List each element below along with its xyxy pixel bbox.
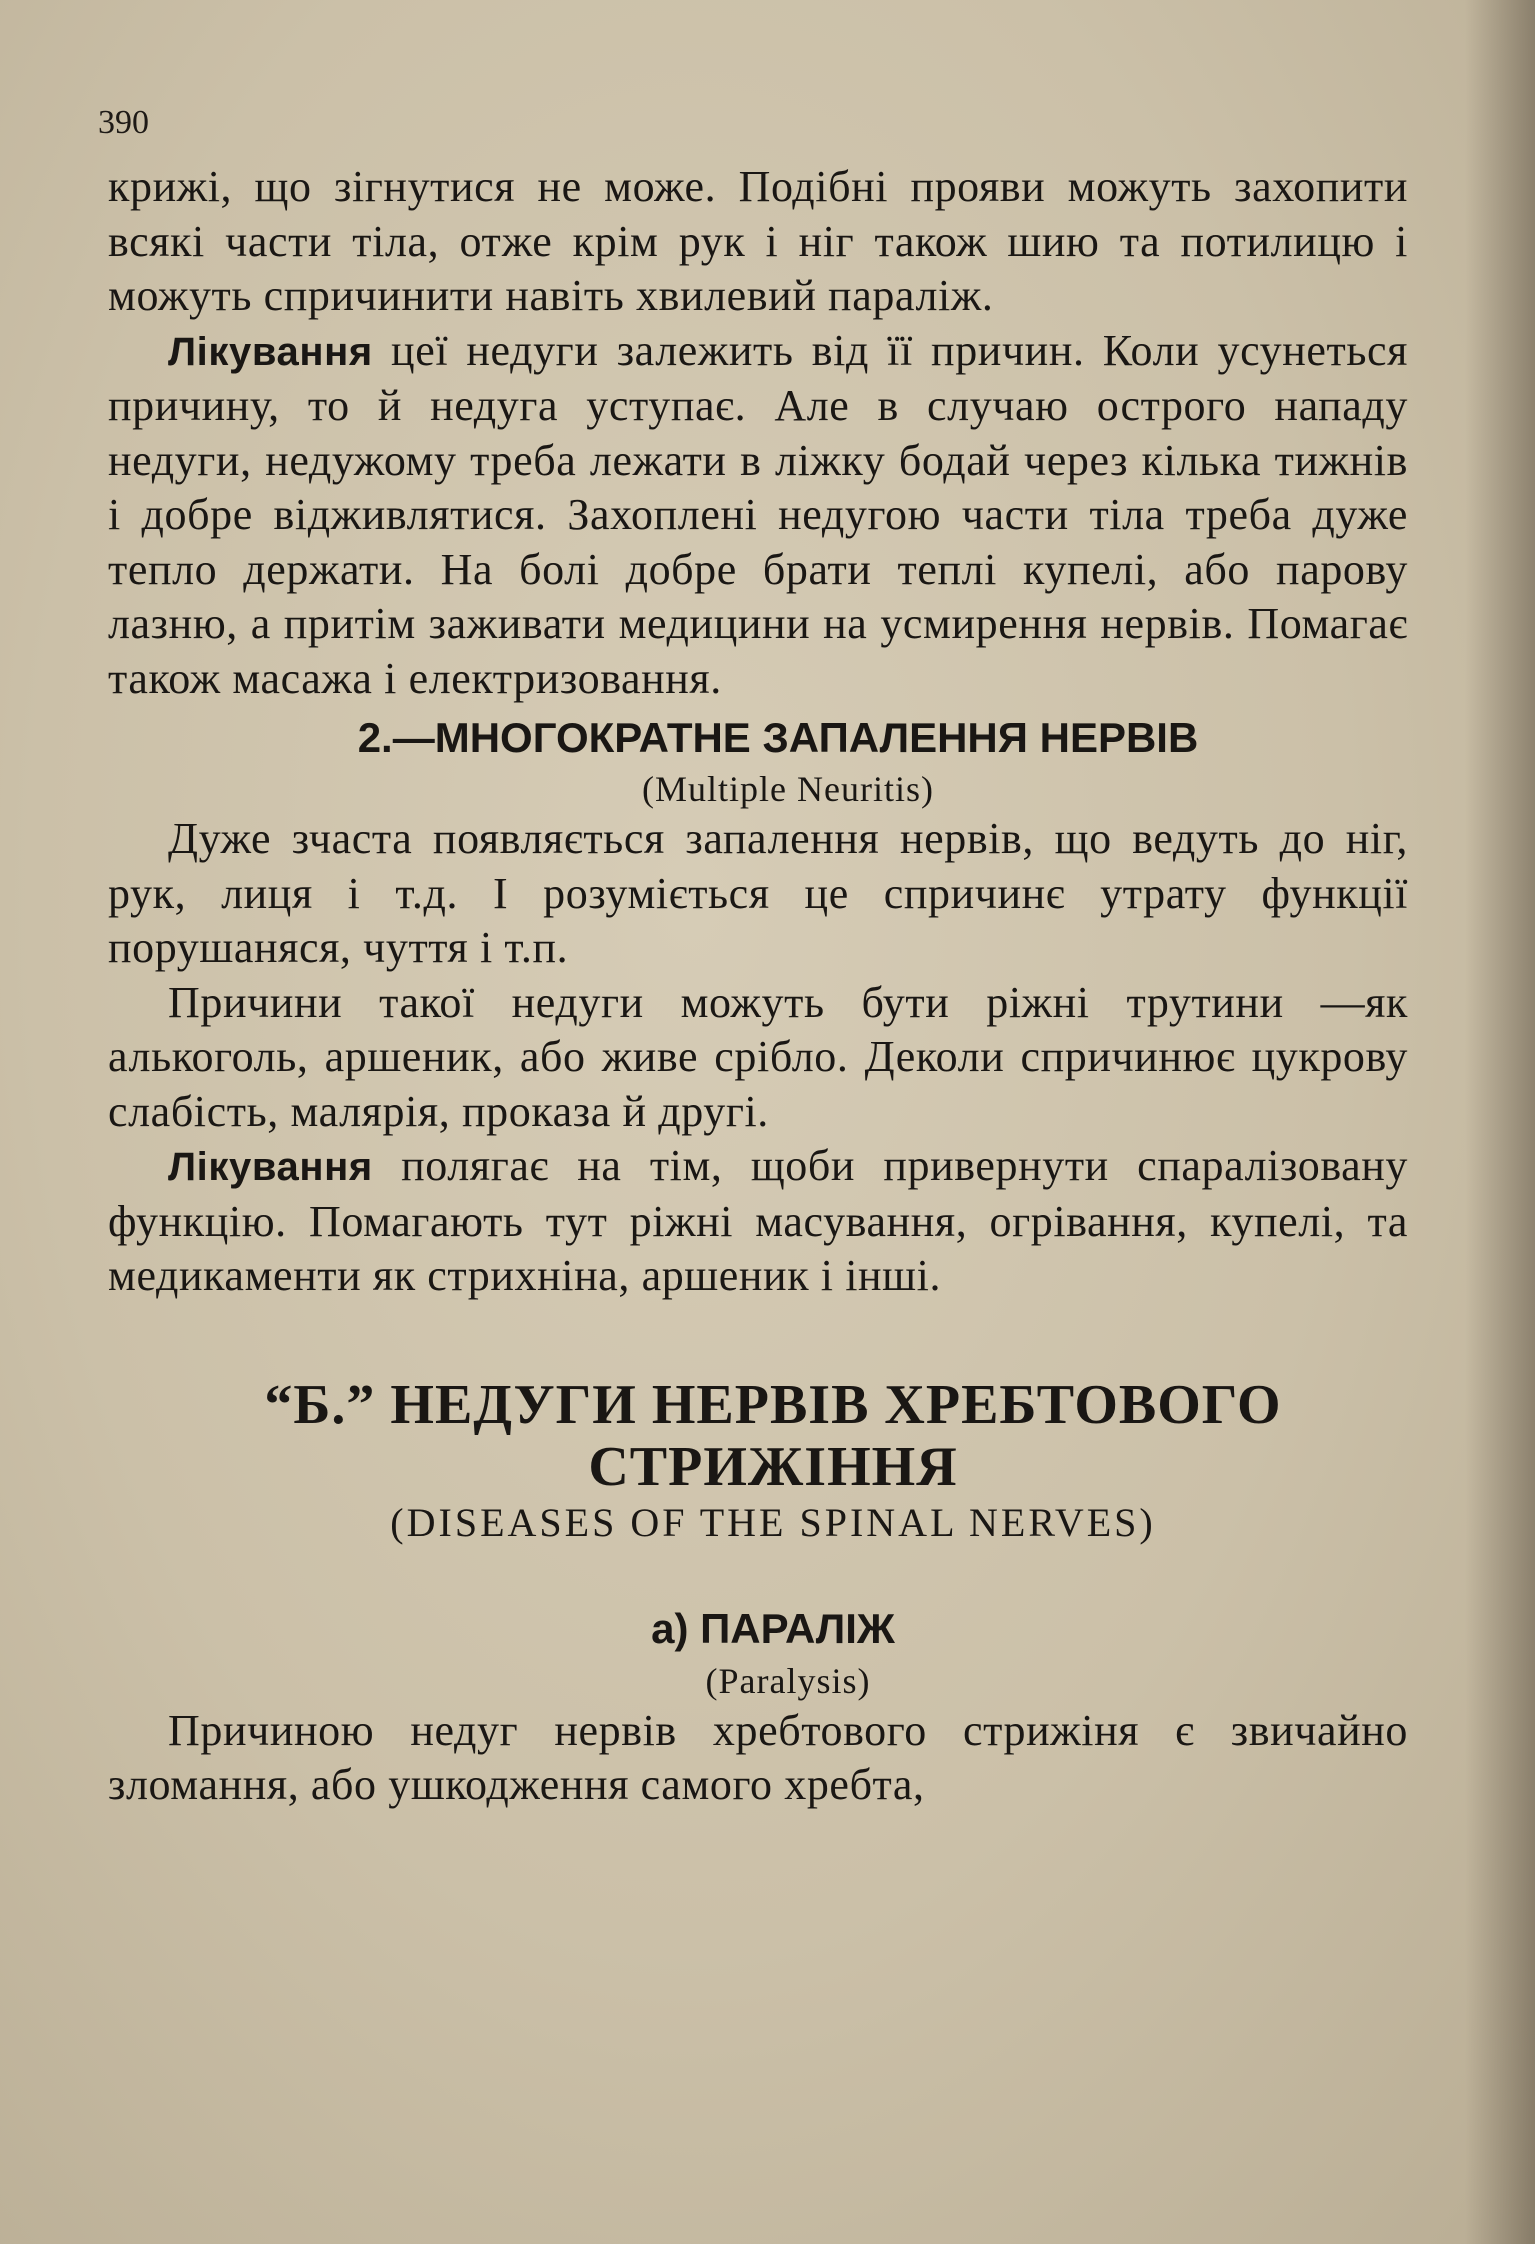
paragraph-text: цеї недуги залежить від її причин. Коли усунеться причину, то й недуга уступає. Але в случаю острого нападу недуги, недужому треба лежати в ліжку бодай через кілька тижнів і добре відживлятися. Захоплені недугою части тіла треба дуже тепло держати. На болі добре брати теплі купелі, або парову лазню, а притім заживати медицини на усмирення нервів. Помагає також масажа і електризовання. bbox=[108, 325, 1408, 703]
section-latin-name: (Multiple Neuritis) bbox=[642, 769, 934, 809]
page-number: 390 bbox=[98, 104, 149, 141]
paragraph-treatment-2 bbox=[108, 1139, 1408, 1304]
part-subtitle: (DISEASES OF THE SPINAL NERVES) bbox=[390, 1499, 1156, 1545]
paragraph-causes: Причини такої недуги можуть бути ріжні трутини —як алькоголь, аршеник, або живе срібло. Деколи спричинює цукрову слабість, малярія, проказа й другі. bbox=[108, 977, 1408, 1136]
part-heading-line1: “Б.” НЕДУГИ НЕРВІВ ХРЕБТОВОГО bbox=[264, 1373, 1282, 1436]
section-heading: 2.—МНОГОКРАТНЕ ЗАПАЛЕННЯ НЕРВІВ bbox=[357, 714, 1199, 761]
bold-term: Лікування bbox=[168, 1145, 373, 1189]
paragraph-continuation: крижі, що зігнутися не може. Подібні прояви можуть захопити всякі части тіла, отже крім рук і ніг також шию та потилицю і можуть спричинити навіть хвилевий параліж. bbox=[108, 162, 1408, 320]
spacer bbox=[108, 1304, 1408, 1374]
page-content bbox=[108, 160, 1408, 1813]
paragraph-text: полягає на тім, щоби привернути спаралізовану функцію. Помагають тут ріжні масування, огрівання, купелі, та медикаменти як стрихніна, аршеник і інші. bbox=[108, 1141, 1408, 1300]
page-edge-shadow bbox=[1465, 0, 1535, 2244]
paragraph-description: Дуже зчаста появляється запалення нервів, що ведуть до ніг, рук, лиця і т.д. І розуміється це спричинє утрату функції порушаняся, чуття і т.п. bbox=[108, 814, 1408, 972]
spacer bbox=[108, 1548, 1408, 1600]
subsection-heading: а) ПАРАЛІЖ bbox=[651, 1604, 895, 1652]
bold-term: Лікування bbox=[168, 329, 373, 374]
paragraph-treatment-1 bbox=[108, 324, 1408, 707]
paragraph-paralysis: Причиною недуг нервів хребтового стрижіня є звичайно зломання, або ушкодження самого хребта, bbox=[108, 1705, 1408, 1809]
subsection-latin-name: (Paralysis) bbox=[705, 1660, 871, 1701]
part-heading-line2: СТРИЖІННЯ bbox=[588, 1435, 958, 1498]
